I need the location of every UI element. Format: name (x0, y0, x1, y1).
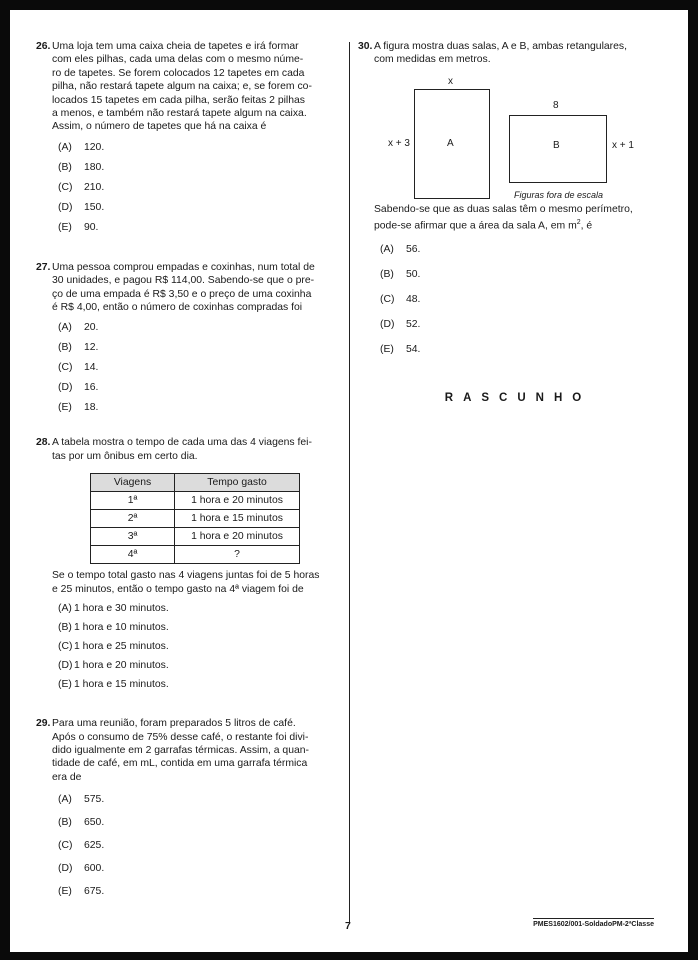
option-text: 120. (84, 141, 105, 153)
options-list (52, 793, 342, 898)
option-text: 56. (406, 244, 421, 256)
option-e (52, 401, 342, 414)
option-text: 90. (84, 221, 99, 233)
stem-line: A tabela mostra o tempo de cada uma das 4 viagens fei- (52, 437, 312, 449)
option-text: 52. (406, 319, 421, 331)
stem-line: Uma loja tem uma caixa cheia de tapetes e irá formar (52, 41, 299, 52)
stem-line: Assim, o número de tapetes que há na caixa é (52, 121, 267, 133)
option-text: 54. (406, 344, 421, 356)
stem-line: Se o tempo total gasto nas 4 viagens juntas foi de 5 horas (52, 570, 320, 582)
stem-line: e 25 minutos, então o tempo gasto na 4ª viagem foi de (52, 583, 304, 595)
option-c (52, 640, 342, 653)
stem-text: , é (580, 220, 593, 232)
option-a (52, 602, 342, 615)
option-letter: (E) (58, 402, 72, 414)
option-letter: (A) (58, 603, 72, 615)
question-28 (36, 436, 342, 691)
option-letter: (C) (58, 641, 73, 653)
option-text: 12. (84, 342, 99, 354)
option-b (52, 816, 342, 829)
stem-line: era de (52, 771, 82, 783)
option-letter: (E) (58, 679, 72, 691)
option-letter: (D) (58, 660, 73, 672)
trips-table (90, 473, 300, 564)
option-letter: (B) (58, 161, 72, 173)
option-d (52, 381, 342, 394)
table-cell: ? (175, 546, 300, 564)
rascunho-heading: RASCUNHO (444, 392, 592, 405)
stem-line: A figura mostra duas salas, A e B, ambas retangulares, (374, 41, 627, 52)
option-c (52, 181, 342, 194)
question-30 (358, 40, 656, 356)
question-number: 26. (36, 41, 51, 52)
option-letter: (A) (58, 322, 72, 334)
option-letter: (A) (58, 794, 72, 806)
option-text: 1 hora e 30 minutos. (74, 603, 169, 615)
option-text: 1 hora e 20 minutos. (74, 660, 169, 672)
table-cell: 1 hora e 20 minutos (175, 492, 300, 510)
option-e (374, 343, 656, 356)
option-e (52, 885, 342, 898)
table-row (91, 528, 300, 546)
option-letter: (E) (380, 344, 394, 356)
option-letter: (B) (58, 622, 72, 634)
option-text: 50. (406, 269, 421, 281)
room-b-width-label: 8 (553, 99, 559, 111)
option-letter: (C) (58, 840, 73, 852)
column-divider (349, 42, 350, 924)
footer-code: PMES1602/001-SoldadoPM-2ªClasse (533, 918, 654, 928)
question-26 (36, 40, 342, 234)
table-header: Tempo gasto (175, 474, 300, 492)
stem-line: é R$ 4,00, então o número de coxinhas compradas foi (52, 302, 303, 314)
option-text: 650. (84, 817, 105, 829)
option-text: 600. (84, 863, 105, 875)
option-text: 18. (84, 402, 99, 414)
room-b-height-label: x + 1 (612, 139, 634, 151)
option-d (52, 201, 342, 214)
rooms-figure (374, 75, 656, 205)
table-cell: 1 hora e 15 minutos (175, 510, 300, 528)
option-letter: (C) (58, 362, 73, 374)
left-column (36, 40, 342, 898)
table-cell: 2ª (91, 510, 175, 528)
option-text: 150. (84, 201, 105, 213)
question-27-stem (36, 261, 342, 315)
option-letter: (A) (380, 244, 394, 256)
question-number: 29. (36, 718, 51, 730)
option-text: 48. (406, 294, 421, 306)
question-30-stem (358, 40, 656, 67)
stem-line: a menos, e também não restará tapete algum na caixa. (52, 108, 307, 120)
option-d (52, 659, 342, 672)
option-letter: (B) (58, 342, 72, 354)
option-text: 210. (84, 181, 105, 193)
option-letter: (D) (380, 319, 395, 331)
option-text: 575. (84, 794, 105, 806)
stem-line: tas por um ônibus em certo dia. (52, 450, 198, 462)
option-b (52, 621, 342, 634)
stem-line: Uma pessoa comprou empadas e coxinhas, num total de (52, 261, 315, 273)
stem-line: com medidas em metros. (374, 54, 491, 66)
option-letter: (D) (58, 201, 73, 213)
question-number: 30. (358, 41, 373, 52)
stem-line: com eles pilhas, cada uma delas com o mesmo núme- (52, 54, 304, 66)
option-text: 16. (84, 382, 99, 394)
question-29 (36, 717, 342, 898)
option-d (52, 862, 342, 875)
question-30-after (374, 203, 656, 233)
page-number: 7 (345, 920, 351, 932)
option-text: 180. (84, 161, 105, 173)
right-column (358, 40, 656, 405)
option-text: 1 hora e 15 minutos. (74, 679, 169, 691)
stem-line: ro de tapetes. Se forem colocados 12 tapetes em cada (52, 67, 305, 79)
table-cell: 1ª (91, 492, 175, 510)
option-d (374, 318, 656, 331)
option-text: 1 hora e 25 minutos. (74, 641, 169, 653)
table-cell: 3ª (91, 528, 175, 546)
option-letter: (C) (380, 294, 395, 306)
option-text: 14. (84, 362, 99, 374)
question-27 (36, 261, 342, 415)
option-text: 675. (84, 886, 105, 898)
option-letter: (E) (58, 886, 72, 898)
option-e (52, 678, 342, 691)
options-list (52, 602, 342, 691)
stem-line (374, 216, 656, 233)
stem-line: Sabendo-se que as duas salas têm o mesmo perímetro, (374, 203, 633, 215)
options-list (374, 243, 656, 356)
option-letter: (D) (58, 382, 73, 394)
option-letter: (E) (58, 221, 72, 233)
option-text: 625. (84, 840, 105, 852)
room-a-width-label: x (448, 75, 453, 87)
figure-note: Figuras fora de escala (514, 189, 604, 200)
option-a (374, 243, 656, 256)
stem-line: dido igualmente em 2 garrafas térmicas. Assim, a quan- (52, 744, 310, 756)
question-number: 28. (36, 437, 51, 449)
option-text: 20. (84, 322, 99, 334)
option-b (52, 161, 342, 174)
table-header: Viagens (91, 474, 175, 492)
stem-line: 30 unidades, e pagou R$ 114,00. Sabendo-se que o pre- (52, 275, 315, 287)
stem-line: pilha, não restará tapete algum na caixa; e, se forem co- (52, 81, 312, 93)
stem-line: locados 15 tapetes em cada pilha, serão feitas 2 pilhas (52, 94, 305, 106)
options-list (52, 141, 342, 234)
option-a (52, 793, 342, 806)
question-28-stem (36, 436, 342, 463)
option-letter: (D) (58, 863, 73, 875)
table-header-row (91, 474, 300, 492)
stem-line: ço de uma empada é R$ 3,50 e o preço de uma coxinha (52, 288, 312, 300)
option-c (52, 839, 342, 852)
question-29-stem (36, 717, 342, 784)
question-number: 27. (36, 261, 51, 273)
table-cell: 4ª (91, 546, 175, 564)
room-a-label: A (447, 137, 454, 149)
option-c (374, 293, 656, 306)
options-list (52, 321, 342, 414)
stem-text: pode-se afirmar que a área da sala A, em m (374, 220, 577, 232)
option-text: 1 hora e 10 minutos. (74, 622, 169, 634)
option-e (52, 221, 342, 234)
option-b (374, 268, 656, 281)
stem-line: tidade de café, em mL, contida em uma garrafa térmica (52, 758, 308, 770)
table-row (91, 492, 300, 510)
table-row (91, 546, 300, 564)
room-b-label: B (553, 139, 560, 151)
option-letter: (B) (58, 817, 72, 829)
exam-page (10, 10, 688, 952)
stem-line: Após o consumo de 75% desse café, o restante foi divi- (52, 731, 309, 743)
option-a (52, 141, 342, 154)
option-a (52, 321, 342, 334)
option-b (52, 341, 342, 354)
option-letter: (A) (58, 141, 72, 153)
stem-line: Para uma reunião, foram preparados 5 litros de café. (52, 718, 296, 730)
question-28-after (52, 569, 342, 596)
superscript: 2 (576, 219, 581, 227)
option-letter: (B) (380, 269, 394, 281)
room-a-height-label: x + 3 (388, 137, 410, 149)
table-cell: 1 hora e 20 minutos (175, 528, 300, 546)
question-26-stem (36, 40, 342, 134)
table-row (91, 510, 300, 528)
option-c (52, 361, 342, 374)
option-letter: (C) (58, 181, 73, 193)
